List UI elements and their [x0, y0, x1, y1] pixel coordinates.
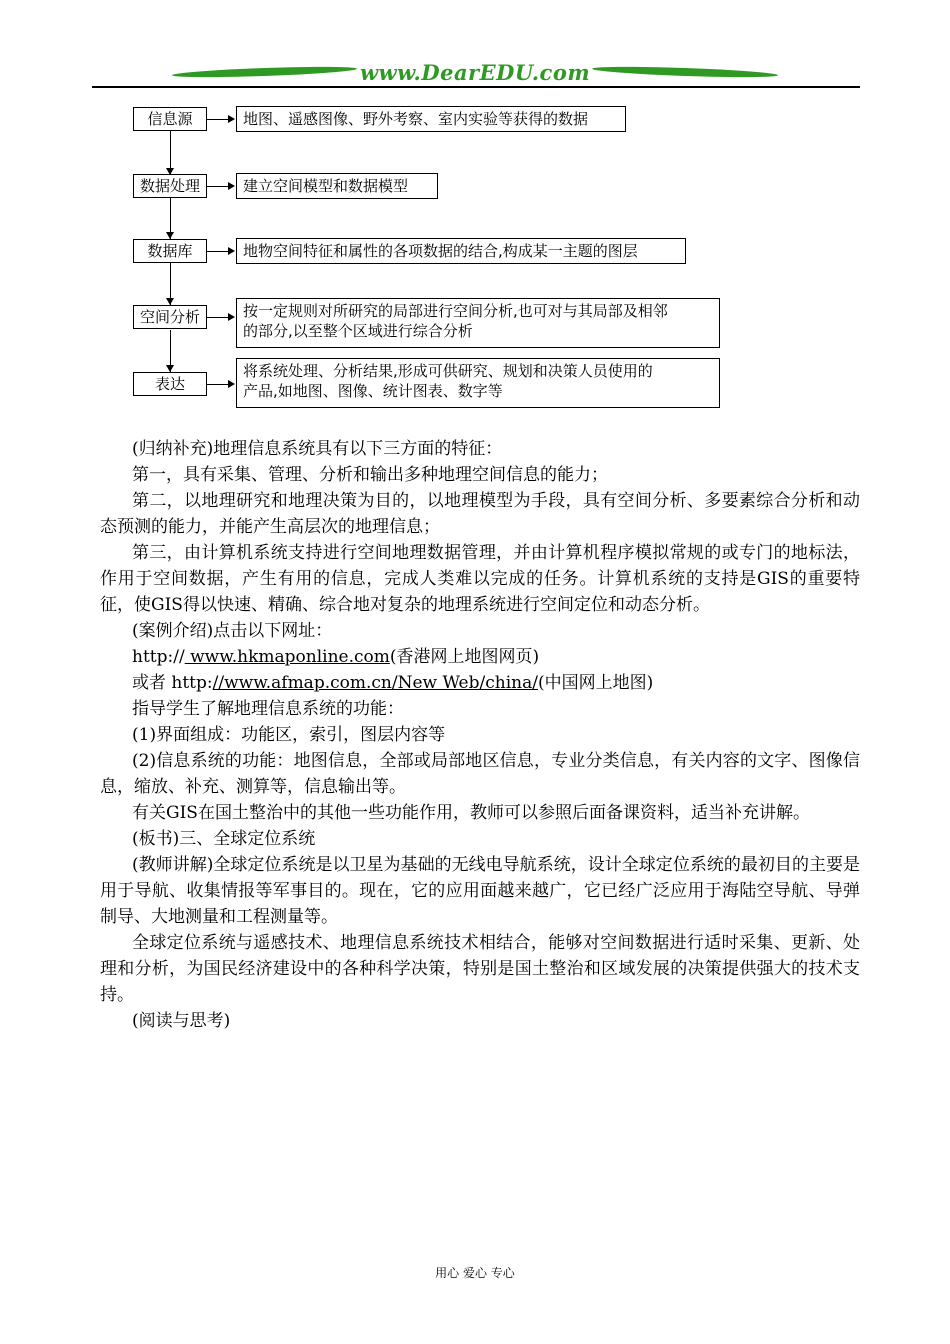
arrow-down — [166, 232, 174, 239]
stage-box-source: 信息源 — [133, 107, 207, 131]
arrow-down — [166, 298, 174, 305]
link-prefix: 或者 http: — [132, 673, 213, 693]
stage-desc-line: 建立空间模型和数据模型 — [243, 177, 409, 195]
paragraph-guide: 指导学生了解地理信息系统的功能： — [132, 699, 404, 719]
paragraph-board-gps: (板书)三、全球定位系统 — [132, 829, 316, 849]
stage-desc-source — [236, 106, 626, 132]
paragraph-gps-integration: 全球定位系统与遥感技术、地理信息系统技术相结合，能够对空间数据进行适时采集、更新、处理和分析，为国民经济建设中的各种科学决策，特别是国土整治和区域发展的决策提供强大的技术支持。 — [100, 933, 860, 1005]
page-footer: 用心 爱心 专心 — [435, 1266, 515, 1280]
stage-desc-spatial-analysis — [236, 298, 720, 348]
paragraph-link-cn — [100, 670, 860, 696]
paragraph-summary-intro: (归纳补充)地理信息系统具有以下三方面的特征： — [132, 439, 503, 459]
arrow-right — [228, 115, 235, 123]
paragraph-link-hk — [100, 644, 860, 670]
connector-right — [207, 384, 229, 385]
paragraph-feature-1: 第一，具有采集、管理、分析和输出多种地理空间信息的能力； — [132, 465, 608, 485]
stage-box-spatial-analysis: 空间分析 — [133, 305, 207, 329]
afmap-link[interactable]: //www.afmap.com.cn/New Web/china/ — [212, 673, 538, 693]
connector-right — [207, 119, 229, 120]
stage-desc-expression — [236, 358, 720, 408]
document-body — [100, 436, 860, 1034]
paragraph-gis-land: 有关GIS在国土整治中的其他一些功能作用，教师可以参照后面备课资料，适当补充讲解。 — [132, 803, 810, 823]
link-suffix: (中国网上地图) — [537, 673, 654, 693]
paragraph-reading: (阅读与思考) — [132, 1011, 231, 1031]
stage-desc-line: 将系统处理、分析结果,形成可供研究、规划和决策人员使用的 — [243, 362, 653, 380]
paragraph-functions: (2)信息系统的功能：地图信息，全部或局部地区信息，专业分类信息，有关内容的文字、图像信息，缩放、补充、测算等，信息输出等。 — [100, 751, 860, 797]
arrow-down — [166, 365, 174, 372]
stage-desc-database — [236, 238, 686, 264]
arrow-right — [228, 313, 235, 321]
stage-desc-line: 按一定规则对所研究的局部进行空间分析,也可对与其局部及相邻 — [243, 302, 668, 320]
connector-right — [207, 317, 229, 318]
stage-box-expression: 表达 — [133, 372, 207, 396]
site-logo[interactable]: www.DearEDU.com — [359, 60, 591, 85]
paragraph-interface: (1)界面组成：功能区，索引，图层内容等 — [132, 725, 446, 745]
stage-desc-line: 地物空间特征和属性的各项数据的结合,构成某一主题的图层 — [243, 242, 638, 260]
stage-desc-line: 产品,如地图、图像、统计图表、数字等 — [243, 382, 503, 400]
stage-box-processing: 数据处理 — [133, 174, 207, 198]
stage-desc-line: 的部分,以至整个区域进行综合分析 — [243, 322, 473, 340]
stage-desc-line: 地图、遥感图像、野外考察、室内实验等获得的数据 — [243, 110, 589, 128]
connector-right — [207, 251, 229, 252]
paragraph-case-intro: (案例介绍)点击以下网址： — [132, 621, 333, 641]
stage-desc-processing — [236, 173, 438, 199]
paragraph-feature-3: 第三，由计算机系统支持进行空间地理数据管理，并由计算机程序模拟常规的或专门的地标法，作用于空间数据，产生有用的信息，完成人类难以完成的任务。计算机系统的支持是GIS的重要特征，使GIS得以快速、精确、综合地对复杂的地理系统进行空间定位和动态分析。 — [100, 543, 860, 615]
arrow-right — [228, 380, 235, 388]
stage-box-database: 数据库 — [133, 239, 207, 263]
arrow-right — [228, 182, 235, 190]
paragraph-feature-2: 第二，以地理研究和地理决策为目的，以地理模型为手段，具有空间分析、多要素综合分析和动态预测的能力，并能产生高层次的地理信息； — [100, 491, 860, 537]
connector-right — [207, 186, 229, 187]
paragraph-teacher-gps: (教师讲解)全球定位系统是以卫星为基础的无线电导航系统，设计全球定位系统的最初目的主要是用于导航、收集情报等军事目的。现在，它的应用面越来越广，它已经广泛应用于海陆空导航、导弹制导、大地测量和工程测量等。 — [100, 855, 860, 927]
hkmaponline-link[interactable]: www.hkmaponline.com — [184, 647, 390, 667]
header-rule — [92, 86, 860, 88]
link-suffix: (香港网上地图网页) — [389, 647, 540, 667]
arrow-right — [228, 247, 235, 255]
link-prefix: http:// — [132, 647, 185, 667]
